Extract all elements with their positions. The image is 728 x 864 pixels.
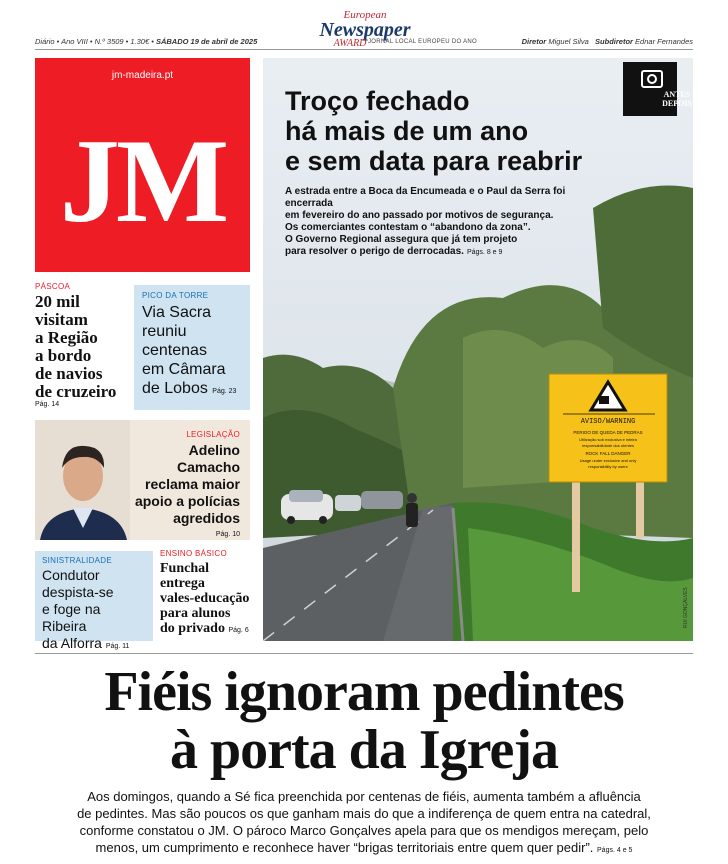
legislacao-text (125, 430, 240, 538)
sign-line-2: Utilização sob exclusiva e inteira (579, 437, 637, 442)
story-ensino[interactable] (160, 549, 262, 638)
hero-body-line-3: Os comerciantes contestam o “abandono da zona”. (285, 222, 531, 233)
story-headline-line: Adelino Camacho (176, 442, 240, 475)
story-headline-line: da Alforra (42, 635, 102, 651)
sign-line-4: ROCK FALL DANGER (585, 451, 631, 456)
story-headline-line: visitam (35, 310, 88, 329)
hero-body (285, 186, 585, 259)
story-headline-line: de cruzeiro (35, 382, 117, 401)
story-kicker: ENSINO BÁSICO (160, 549, 228, 558)
masthead-staff (522, 37, 693, 46)
story-legislacao[interactable] (35, 420, 250, 540)
story-torre[interactable] (134, 285, 250, 410)
story-headline-line: Via Sacra (142, 304, 212, 321)
sign-line-6: responsibility by users (588, 464, 628, 469)
award-line-3: AWARD (333, 38, 367, 49)
story-sinistralidade[interactable] (35, 551, 153, 651)
hero-headline-line-3: e sem data para reabrir (285, 146, 583, 176)
badge-line-2: DEPOIS (662, 99, 692, 108)
lead-line-2: de pedintes. Mas são poucos os que ganham mais do que a indiferença de quem entra na catedral, (77, 806, 651, 821)
camera-icon (641, 70, 663, 88)
edition-info: Diário • Ano VIII • N.º 3509 • 1.30€ • (35, 37, 154, 46)
hero-headline-line-1: Troço fechado (285, 86, 470, 116)
story-page: Pág. 10 (215, 531, 240, 538)
subdirector-label: Subdiretor (595, 37, 633, 46)
masthead-meta (35, 37, 257, 46)
jm-logo[interactable] (35, 58, 250, 272)
story-pascoa[interactable] (35, 282, 130, 408)
story-headline-line: de navios (35, 364, 103, 383)
award-line-2: Newspaper (319, 19, 411, 41)
story-headline-line: a bordo (35, 346, 92, 365)
story-headline-line: Funchal (160, 561, 210, 576)
lead-line-3: conforme constatou o JM. O pároco Marco Gonçalves apela para que os mendigos mereçam, pelo (79, 823, 649, 838)
hero-pages: Págs. 8 e 9 (466, 249, 503, 256)
story-headline-line: em Câmara (142, 361, 226, 378)
story-kicker: LEGISLAÇÃO (186, 430, 240, 439)
award-subtitle: JORNAL LOCAL EUROPEU DO ANO (368, 39, 478, 45)
portrait-photo (35, 420, 130, 540)
story-headline-line: e foge na Ribeira (42, 601, 101, 634)
lead-pages: Págs. 4 e 5 (597, 847, 633, 854)
story-headline-line: despista-se (42, 584, 114, 600)
story-headline-line: Condutor (42, 567, 100, 583)
story-headline (142, 303, 242, 401)
story-page: Pág. 23 (212, 388, 237, 395)
main-lead (40, 788, 688, 859)
award-line-1: European (343, 9, 387, 21)
story-headline-line: a Região (35, 328, 98, 347)
story-headline-line: do privado (160, 621, 225, 636)
lead-line-4: menos, um cumprimento e reconhece haver “brigas territoriais entre quem quer pedir”. (95, 840, 594, 855)
story-headline-line: agredidos (173, 510, 240, 526)
story-headline (125, 442, 240, 527)
masthead-rule (35, 49, 693, 50)
story-kicker: SINISTRALIDADE (42, 556, 112, 565)
lead-line-1: Aos domingos, quando a Sé fica preenchida por centenas de fiéis, aumenta também a afluência (87, 789, 641, 804)
sign-line-1: PERIGO DE QUEDA DE PEDRAS (573, 430, 643, 435)
story-headline (160, 561, 262, 638)
story-page: Pág. 14 (35, 401, 60, 408)
story-headline (35, 293, 130, 401)
hero-body-line-1: A estrada entre a Boca da Encumeada e o Paul da Serra foi encerrada (285, 186, 566, 209)
story-headline-line: apoio a polícias (134, 493, 240, 509)
story-page: Pág. 6 (228, 627, 249, 634)
story-headline (42, 567, 146, 655)
story-kicker: PÁSCOA (35, 282, 71, 291)
sign-line-5: Usage under exclusive and only (579, 458, 637, 463)
story-headline-line: reclama maior (145, 476, 240, 492)
sign-title: AVISO/WARNING (580, 418, 636, 426)
hero-body-line-2: em fevereiro do ano passado por motivos de segurança. (285, 210, 554, 221)
photo-credit: RUI GONÇALVES (683, 587, 689, 628)
main-headline-line-1[interactable]: Fiéis ignoram pedintes (104, 661, 624, 723)
story-headline-line: para alunos (160, 606, 231, 621)
hero-body-line-4: O Governo Regional assegura que já tem projeto (285, 234, 518, 245)
director-name: Miguel Silva (548, 37, 589, 46)
antes-depois-badge[interactable] (623, 62, 692, 116)
logo-text: JM (59, 114, 226, 247)
sign-line-3: responsabilidade dos utentes (581, 443, 635, 448)
story-page: Pág. 11 (105, 643, 130, 650)
story-headline-line: 20 mil (35, 292, 80, 311)
story-headline-line: centenas (142, 342, 207, 359)
hero-headline-line-2: há mais de um ano (285, 116, 529, 146)
main-headline-line-2[interactable]: à porta da Igreja (170, 719, 558, 781)
badge-line-1: ANTES (663, 90, 691, 99)
website-url[interactable]: jm-madeira.pt (111, 70, 174, 81)
hero-body-line-5: para resolver o perigo de derrocadas. (285, 246, 464, 257)
subdirector-name: Ednar Fernandes (635, 37, 693, 46)
story-headline-line: entrega (160, 576, 205, 591)
edition-date: SÁBADO 19 de abril de 2025 (155, 37, 258, 46)
story-headline-line: vales-educação (160, 591, 250, 606)
story-headline-line: reuniu (142, 323, 187, 340)
hero-headline[interactable] (285, 86, 665, 176)
story-headline-line: de Lobos (142, 380, 208, 397)
section-rule (35, 653, 693, 654)
story-kicker: PICO DA TORRE (142, 291, 209, 300)
director-label: Diretor (521, 37, 547, 46)
